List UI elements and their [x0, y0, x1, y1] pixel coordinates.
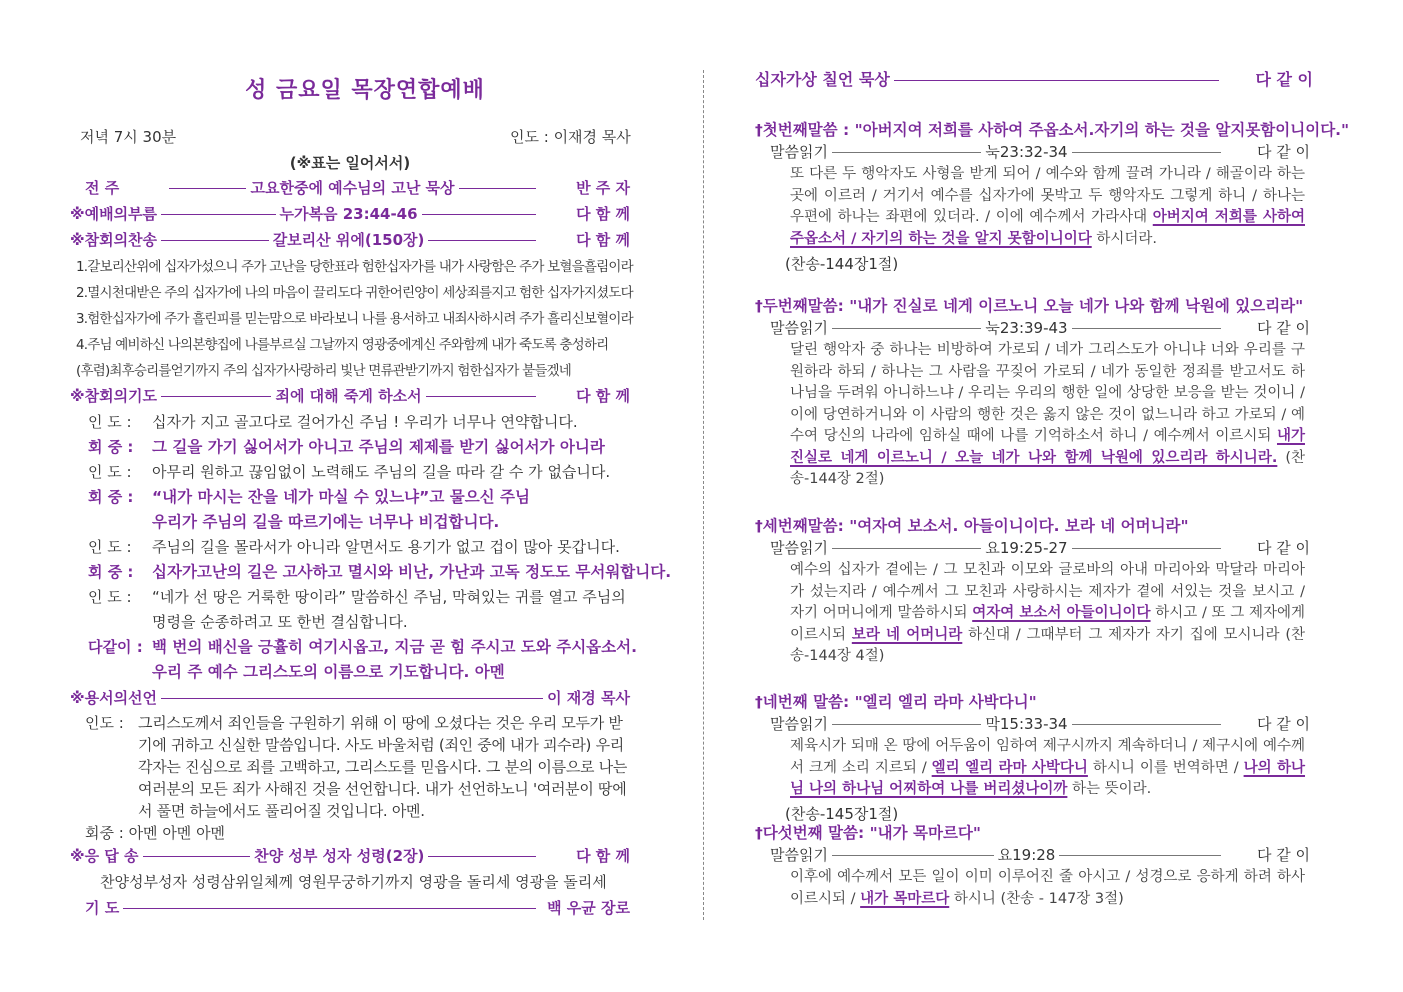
emphasized-word: 내가 진실로 네게 이르노니 / 오늘 네가 나와 함께 낙원에 있으리라 하시니라.	[790, 428, 1305, 466]
reading-participants: 다 같 이	[1256, 715, 1310, 733]
response-text: 찬양성부성자 성령삼위일체께 영원무궁하기까지 영광을 돌리세 영광을 돌리세	[100, 873, 607, 891]
prayer-speaker: 인 도 :	[88, 463, 132, 481]
emphasized-word: 아버지여 저희를 사하여 주옵소서 / 자기의 하는 것을 알지 못함이니이다	[790, 209, 1305, 247]
word-scripture-text: 달린 행악자 중 하나는 비방하여 가로되 / 네가 그리스도가 아니냐 너와 우리를 구원하라 하되 / 하나는 그 사람을 꾸짖어 가로되 / 네가 동일한 정죄를 받고서도 하나님을 두려워 아니하느냐 / 우리는 우리의 행한 일에 상당한 보응을 받는 것이니 / 이에 당연하거니와 이 사람의 행한 것은 옳지 않은 것이 없느니라 하고 가로되 / 예수여 당신의 나라에 임하실 때에 나를 기억하소서 하니 / 예수께서 이르시되 내가 진실로 네게 이르노니 / 오늘 네가 나와 함께 낙원에 있으리라 하시니라. (찬송-144장 2절)	[790, 342, 1305, 487]
word-title: †다섯번째 말씀: "내가 목마르다"	[755, 824, 981, 842]
reading-reference: 요19:28	[997, 846, 1056, 864]
reading-participants: 다 같 이	[1256, 846, 1310, 864]
hymn-verse-1: 1.갈보리산위에 십자가섰으니 주가 고난을 당한표라 험한십자가를 내가 사랑함은 주가 보혈을흘림이라	[76, 259, 633, 275]
reading-label: 말씀읽기	[770, 715, 828, 733]
reading-reference: 막15:33-34	[985, 715, 1068, 733]
scripture-reading-row	[770, 845, 1310, 865]
prayer-line: 명령을 순종하려고 또 한번 결심합니다.	[152, 613, 408, 631]
prayer-line: “네가 선 땅은 거룩한 땅이라” 말씀하신 주님, 막혀있는 귀를 열고 주님의	[152, 588, 626, 606]
pardon-speaker: 인도 :	[85, 714, 124, 732]
order-pardon: ※용서의선언 이 재경 목사	[70, 689, 630, 707]
hymn-reference: (찬송-144장1절)	[785, 255, 899, 273]
reading-label: 말씀읽기	[770, 846, 828, 864]
prayer-speaker: 회 중 :	[88, 438, 134, 456]
reading-participants: 다 같 이	[1256, 143, 1310, 161]
order-call-to-worship: ※예배의부름 누가복음 23:44-46 다 함 께	[70, 205, 631, 223]
hymn-verse-2: 2.멸시천대받은 주의 십자가에 나의 마음이 끌리도다 귀한어린양이 세상죄를지고 험한 십자가지셨도다	[76, 285, 633, 301]
word-title: †세번째말씀: "여자여 보소서. 아들이니이다. 보라 네 어머니라"	[755, 517, 1189, 535]
prayer-line: “내가 마시는 잔을 네가 마실 수 있느냐”고 물으신 주님	[152, 488, 530, 506]
prayer-speaker: 회 중 :	[88, 488, 134, 506]
reading-label: 말씀읽기	[770, 319, 828, 337]
prayer-speaker: 인 도 :	[88, 538, 132, 556]
order-repentance-prayer: ※참회의기도 죄에 대해 죽게 하소서 다 함 께	[70, 387, 630, 405]
order-prayer: 기 도 백 우균 장로	[85, 899, 630, 917]
prayer-line: 우리가 주님의 길을 따르기에는 너무나 비겁합니다.	[152, 513, 500, 531]
emphasized-word: 내가 목마르다	[860, 890, 950, 907]
word-title: †첫번째말씀 : "아버지여 저희를 사하여 주옵소서.자기의 하는 것을 알지못함이니이다."	[755, 121, 1350, 139]
service-time: 저녁 7시 30분	[80, 128, 177, 146]
prayer-line: 십자가고난의 길은 고사하고 멸시와 비난, 가난과 고독 정도도 무서워합니다.	[152, 563, 672, 581]
order-repentance-hymn: ※참회의찬송 갈보리산 위에(150장) 다 함 께	[70, 231, 631, 249]
right-column	[755, 0, 1350, 992]
stand-note: (※표는 일어서서)	[289, 154, 411, 172]
prayer-line: 아무리 원하고 끊임없이 노력해도 주님의 길을 따라 갈 수 가 없습니다.	[152, 463, 611, 481]
reading-participants: 다 같 이	[1256, 539, 1310, 557]
emphasized-word: 보라 네 어머니라	[851, 626, 963, 643]
reading-participants: 다 같 이	[1256, 319, 1310, 337]
prayer-speaker: 인 도 :	[88, 413, 132, 431]
prayer-line: 그 길을 가기 싫어서가 아니고 주님의 제제를 받기 싫어서가 아니라	[152, 438, 605, 456]
congregation-amen: 회중 : 아멘 아멘 아멘	[85, 824, 226, 842]
pardon-line: 기에 귀하고 신실한 말씀입니다. 사도 바울처럼 (죄인 중에 내가 괴수라) 우리	[138, 736, 624, 754]
order-prelude: 전 주 고요한중에 예수님의 고난 묵상 반 주 자	[85, 179, 631, 197]
scripture-reading-row	[770, 538, 1310, 558]
pardon-line: 서 풀면 하늘에서도 풀리어질 것입니다. 아멘.	[138, 802, 425, 820]
order-response: ※응 답 송 찬양 성부 성자 성령(2장) 다 함 께	[70, 847, 631, 865]
hymn-verse-4: 4.주님 예비하신 나의본향집에 나를부르실 그날까지 영광중에계신 주와함께 내가 죽도록 충성하리	[76, 337, 609, 353]
scripture-reading-row	[770, 318, 1310, 338]
prayer-speaker: 회 중 :	[88, 563, 134, 581]
service-leader: 인도 : 이재경 목사	[510, 128, 631, 146]
seven-words-header: 십자가상 칠언 묵상 다 같 이	[755, 70, 1313, 89]
prayer-speaker: 인 도 :	[88, 588, 132, 606]
emphasized-word: 나의 하나님 나의 하나님 어찌하여 나를 버리셨나이까	[790, 759, 1306, 797]
hymn-refrain: (후렴)최후승리를얻기까지 주의 십자가사랑하리 빛난 면류관받기까지 험한십자가 붙들겠네	[76, 363, 572, 379]
prayer-line: 주님의 길을 몰라서가 아니라 알면서도 용기가 없고 겁이 많아 못갑니다.	[152, 538, 620, 556]
emphasized-word: 여자여 보소서 아들이니이다	[972, 605, 1151, 621]
word-scripture-text: 제육시가 되매 온 땅에 어두움이 임하여 제구시까지 계속하더니 / 제구시에 예수께서 크게 소리 지르되 / 엘리 엘리 라마 사박다니 하시니 이를 번역하면 / 나의 하나님 나의 하나님 어찌하여 나를 버리셨나이까 하는 뜻이라.	[790, 738, 1306, 797]
pardon-line: 여러분의 모든 죄가 사해진 것을 선언합니다. 내가 선언하노니 '여러분이 땅에	[138, 780, 627, 798]
word-title: †두번째말씀: "내가 진실로 네게 이르노니 오늘 네가 나와 함께 낙원에 있으리라"	[755, 297, 1304, 315]
left-column	[70, 0, 672, 992]
emphasized-word: 엘리 엘리 라마 사박다니	[931, 759, 1088, 776]
prayer-line: 우리 주 예수 그리스도의 이름으로 기도합니다. 아멘	[152, 663, 505, 681]
pardon-line: 각자는 진심으로 죄를 고백하고, 그리스도를 믿읍시다. 그 분의 이름으로 나는	[138, 758, 628, 776]
reading-reference: 눅23:39-43	[985, 319, 1068, 337]
reading-label: 말씀읽기	[770, 539, 828, 557]
scripture-reading-row	[770, 142, 1310, 162]
page-title: 성 금요일 목장연합예배	[245, 78, 485, 103]
scripture-reading-row	[770, 714, 1310, 734]
hymn-reference: (찬송-145장1절)	[785, 805, 899, 823]
word-title: †네번째 말씀: "엘리 엘리 라마 사박다니"	[755, 693, 1037, 711]
word-scripture-text: 예수의 십자가 곁에는 / 그 모친과 이모와 글로바의 아내 마리아와 막달라 마리아가 섰는지라 / 예수께서 그 모친과 사랑하시는 제자가 곁에 서있는 것을 보시고 / 자기 어머니에게 말씀하시되 여자여 보소서 아들이니이다 하시고 / 또 그 제자에게 이르시되 보라 네 어머니라 하신대 / 그때부터 그 제자가 자기 집에 모시니라 (찬송-144장 4절)	[790, 562, 1305, 664]
word-scripture-text: 이후에 예수께서 모든 일이 이미 이루어진 줄 아시고 / 성경으로 응하게 하려 하사 이르시되 / 내가 목마르다 하시니 (찬송 - 147장 3절)	[790, 869, 1305, 907]
reading-reference: 요19:25-27	[985, 539, 1068, 557]
prayer-speaker: 다같이 :	[88, 638, 143, 656]
column-divider	[703, 70, 704, 920]
prayer-line: 십자가 지고 골고다로 걸어가신 주님 ! 우리가 너무나 연약합니다.	[152, 413, 578, 431]
hymn-verse-3: 3.험한십자가에 주가 흘린피를 믿는맘으로 바라보니 나를 용서하고 내죄사하시려 주가 흘리신보혈이라	[76, 311, 633, 327]
reading-reference: 눅23:32-34	[985, 143, 1068, 161]
reading-label: 말씀읽기	[770, 143, 828, 161]
word-scripture-text: 또 다른 두 행악자도 사형을 받게 되어 / 예수와 함께 끌려 가니라 / 해골이라 하는 곳에 이르러 / 거기서 예수를 십자가에 못박고 두 행악자도 그렇게 하니 / 하나는 우편에 하나는 좌편에 있더라. / 이에 예수께서 가라사대 아버지여 저희를 사하여 주옵소서 / 자기의 하는 것을 알지 못함이니이다 하시더라.	[790, 166, 1305, 247]
prayer-line: 백 번의 배신을 긍휼히 여기시옵고, 지금 곧 힘 주시고 도와 주시옵소서.	[152, 638, 637, 656]
pardon-line: 그리스도께서 죄인들을 구원하기 위해 이 땅에 오셨다는 것은 우리 모두가 받	[138, 714, 623, 732]
